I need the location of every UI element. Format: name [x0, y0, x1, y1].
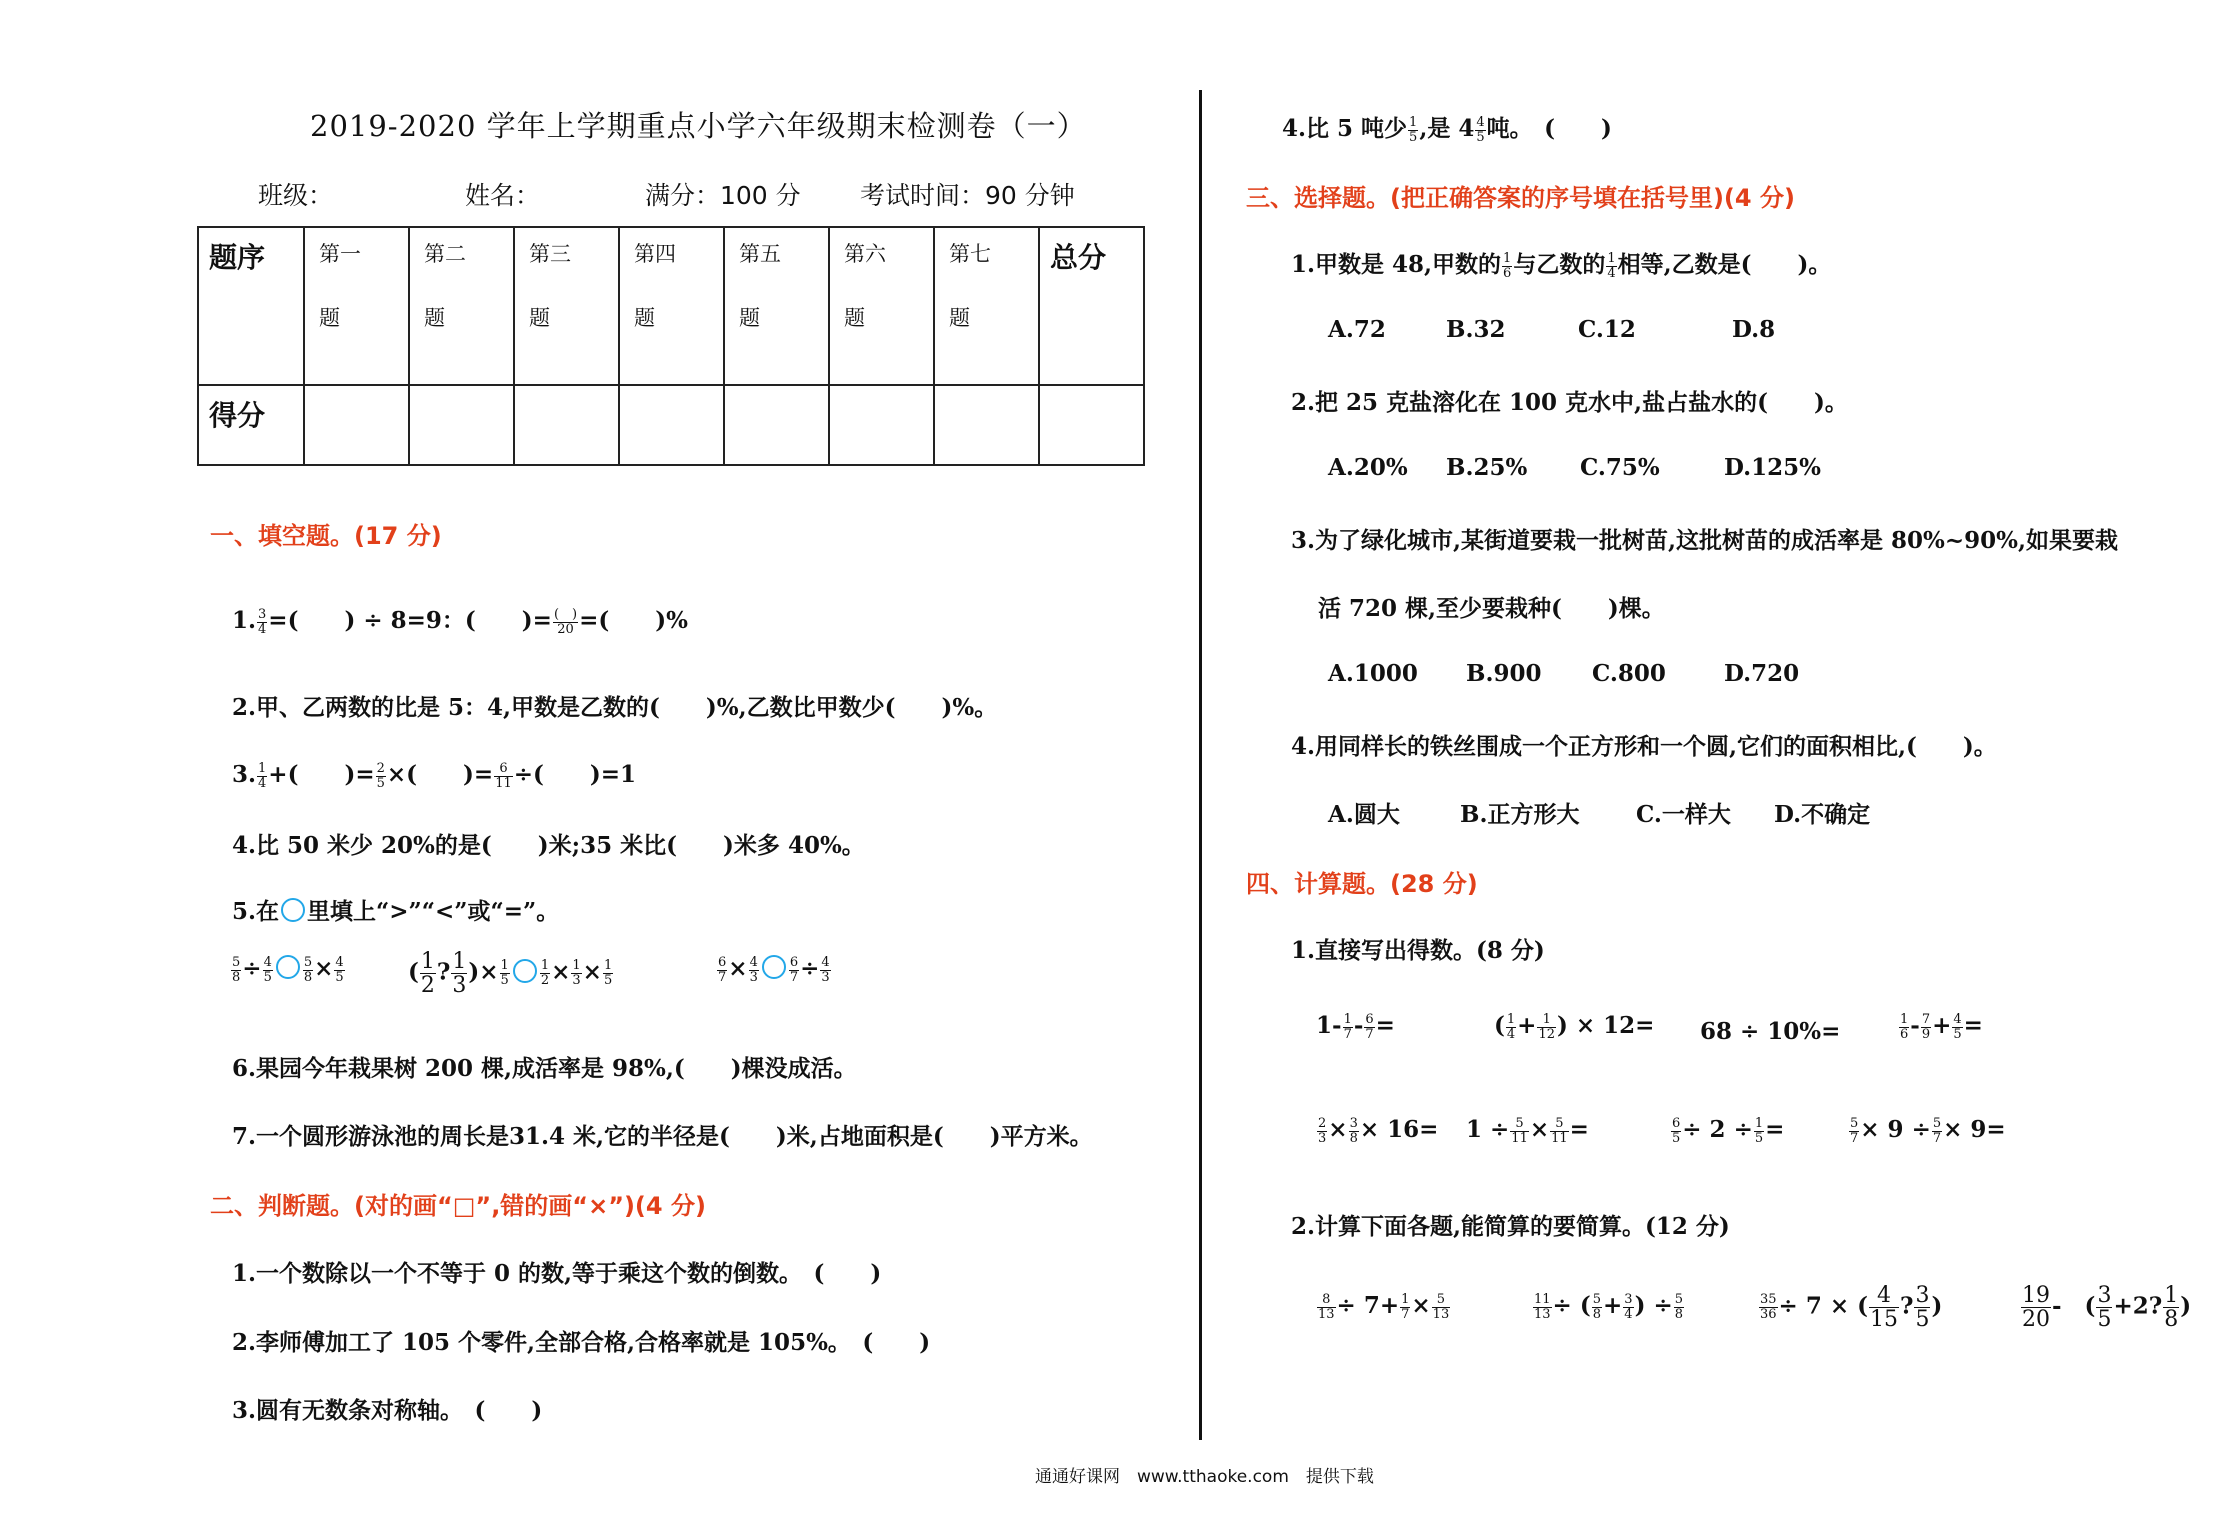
choice-q2: 2.把 25 克盐溶化在 100 克水中,盐占盐水的( )。	[1291, 389, 1848, 416]
choice-q1-option-c[interactable]: C.12	[1578, 316, 1636, 343]
choice-q1-option-b[interactable]: B.32	[1446, 316, 1506, 343]
col-1-top: 第一	[319, 242, 361, 266]
col-5-bottom: 题	[739, 306, 760, 330]
calc-c5: $\frac{2}{3}$ × $\frac{3}{8}$ × 16=	[1318, 1115, 1439, 1146]
calc-e2: $\frac{11}{13}$ ÷ ( $\frac{5}{8}$ + $\frac{3}{4}$ ) ÷ $\frac{5}{8}$	[1534, 1291, 1684, 1322]
choice-q2-option-c[interactable]: C.75%	[1580, 454, 1660, 481]
calc-c1: 1- $\frac{1}{7}$ - $\frac{6}{7}$ =	[1316, 1011, 1395, 1042]
calc-c8: $\frac{5}{7}$ × 9 ÷ $\frac{5}{7}$ × 9=	[1850, 1115, 2006, 1146]
score-cell[interactable]	[304, 385, 409, 465]
score-cell[interactable]	[934, 385, 1039, 465]
score-table-total-label: 总分	[1050, 241, 1107, 274]
choice-q4-option-d[interactable]: D.不确定	[1774, 801, 1871, 828]
choice-q2-option-a[interactable]: A.20%	[1328, 454, 1408, 481]
calc-sub2: 2.计算下面各题,能简算的要简算。(12 分)	[1291, 1213, 1730, 1240]
fill-q5: 5.在 里填上“>”“<”或“=”。	[232, 898, 560, 925]
judge-q2: 2.李师傅加工了 105 个零件,全部合格,合格率就是 105%。 ( )	[232, 1329, 931, 1356]
col-6-bottom: 题	[844, 306, 865, 330]
class-label: 班级：	[258, 181, 334, 210]
judge-q3: 3.圆有无数条对称轴。 ( )	[232, 1397, 543, 1424]
choice-q1: 1.甲数是 48,甲数的 $\frac{1}{6}$ 与乙数的 $\frac{1}{4}$ 相等,乙数是( )。	[1291, 250, 1832, 281]
col-4-top: 第四	[634, 242, 676, 266]
col-2-top: 第二	[424, 242, 466, 266]
choice-q3-option-d[interactable]: D.720	[1724, 660, 1800, 687]
section-1-title: 一、填空题。(17 分)	[210, 522, 442, 550]
score-cell[interactable]	[409, 385, 514, 465]
calc-e1: $\frac{8}{13}$ ÷ 7+ $\frac{1}{7}$ × $\frac{5}{13}$	[1318, 1291, 1450, 1322]
name-label: 姓名：	[465, 181, 541, 210]
score-cell[interactable]	[619, 385, 724, 465]
fill-q6: 6.果园今年栽果树 200 棵,成活率是 98%,( )棵没成活。	[232, 1055, 857, 1082]
fill-q4: 4.比 50 米少 20%的是( )米;35 米比( )米多 40%。	[232, 832, 865, 859]
col-6-top: 第六	[844, 242, 886, 266]
choice-q3-option-b[interactable]: B.900	[1466, 660, 1542, 687]
fill-q1: 1. $\frac{3}{4}$ =( ) ÷ 8=9：( )= $\frac{( )}{20}$ =( )%	[232, 606, 688, 637]
calc-e3: $\frac{35}{36}$ ÷ 7 × ( $\frac{4}{15}$ ? $\frac{3}{5}$ )	[1760, 1283, 1943, 1333]
exam-time: 考试时间：90 分钟	[860, 181, 1075, 210]
col-3-bottom: 题	[529, 306, 550, 330]
col-3-top: 第三	[529, 242, 571, 266]
calc-sub1: 1.直接写出得数。(8 分)	[1291, 937, 1545, 964]
compare-c: $\frac{6}{7}$ × $\frac{4}{3}$ $\frac{6}{7}$ ÷ $\frac{4}{3}$	[718, 954, 830, 985]
compare-circle-icon	[281, 898, 305, 922]
col-7-top: 第七	[949, 242, 991, 266]
choice-q1-option-d[interactable]: D.8	[1732, 316, 1776, 343]
col-7-bottom: 题	[949, 306, 970, 330]
score-table	[197, 226, 1145, 466]
score-table-score-label: 得分	[209, 399, 266, 432]
score-cell[interactable]	[1039, 385, 1144, 465]
column-divider	[1199, 90, 1202, 1440]
judge-q4: 4.比 5 吨少 $\frac{1}{5}$ ,是 4 $\frac{4}{5}$ 吨。 ( )	[1282, 114, 1612, 145]
choice-q2-option-b[interactable]: B.25%	[1446, 454, 1528, 481]
compare-circle-icon[interactable]	[513, 959, 537, 983]
choice-q4-option-c[interactable]: C.一样大	[1636, 801, 1731, 828]
section-4-title: 四、计算题。(28 分)	[1246, 870, 1478, 898]
fill-q2: 2.甲、乙两数的比是 5：4,甲数是乙数的( )%,乙数比甲数少( )%。	[232, 694, 998, 721]
calc-e4: $\frac{19}{20}$ - ( $\frac{3}{5}$ +2? $\frac{1}{8}$ )	[2022, 1283, 2192, 1333]
choice-q3-line2: 活 720 棵,至少要栽种( )棵。	[1318, 595, 1665, 622]
choice-q3-option-a[interactable]: A.1000	[1328, 660, 1418, 687]
compare-circle-icon[interactable]	[762, 955, 786, 979]
col-5-top: 第五	[739, 242, 781, 266]
section-2-title: 二、判断题。(对的画“□”,错的画“×”)(4 分)	[210, 1192, 706, 1220]
choice-q4-option-a[interactable]: A.圆大	[1328, 801, 1400, 828]
footer-source: 通通好课网 www.tthaoke.com 提供下载	[1035, 1467, 1374, 1487]
full-score: 满分：100 分	[645, 181, 801, 210]
compare-circle-icon[interactable]	[276, 955, 300, 979]
calc-c4: $\frac{1}{6}$ - $\frac{7}{9}$ + $\frac{4}{5}$ =	[1900, 1011, 1983, 1042]
fill-q3: 3. $\frac{1}{4}$ +( )= $\frac{2}{5}$ ×( )= $\frac{6}{11}$ ÷( )=1	[232, 760, 637, 791]
score-cell[interactable]	[829, 385, 934, 465]
col-1-bottom: 题	[319, 306, 340, 330]
calc-c3: 68 ÷ 10%=	[1700, 1018, 1841, 1045]
calc-c6: 1 ÷ $\frac{5}{11}$ × $\frac{5}{11}$ =	[1466, 1115, 1589, 1146]
score-cell[interactable]	[724, 385, 829, 465]
score-cell[interactable]	[514, 385, 619, 465]
compare-b: ( $\frac{1}{2}$ ? $\frac{1}{3}$ )× $\frac{1}{5}$ $\frac{1}{2}$ × $\frac{1}{3}$ × $\frac{1}{5}$	[408, 949, 613, 999]
score-table-order-label: 题序	[209, 241, 266, 274]
section-3-title: 三、选择题。(把正确答案的序号填在括号里)(4 分)	[1246, 184, 1795, 212]
fill-q7: 7.一个圆形游泳池的周长是31.4 米,它的半径是( )米,占地面积是( )平方米。	[232, 1123, 1093, 1150]
choice-q4-option-b[interactable]: B.正方形大	[1460, 801, 1580, 828]
choice-q2-option-d[interactable]: D.125%	[1724, 454, 1821, 481]
col-2-bottom: 题	[424, 306, 445, 330]
calc-c2: ( $\frac{1}{4}$ + $\frac{1}{12}$ ) × 12=	[1494, 1011, 1655, 1042]
exam-title: 2019-2020 学年上学期重点小学六年级期末检测卷（一）	[310, 109, 1087, 143]
choice-q3-option-c[interactable]: C.800	[1592, 660, 1666, 687]
calc-c7: $\frac{6}{5}$ ÷ 2 ÷ $\frac{1}{5}$ =	[1672, 1115, 1785, 1146]
compare-a: $\frac{5}{8}$ ÷ $\frac{4}{5}$ $\frac{5}{8}$ × $\frac{4}{5}$	[232, 954, 344, 985]
col-4-bottom: 题	[634, 306, 655, 330]
choice-q4: 4.用同样长的铁丝围成一个正方形和一个圆,它们的面积相比,( )。	[1291, 733, 1997, 760]
choice-q3-line1: 3.为了绿化城市,某街道要栽一批树苗,这批树苗的成活率是 80%~90%,如果要栽	[1291, 527, 2119, 554]
choice-q1-option-a[interactable]: A.72	[1328, 316, 1386, 343]
judge-q1: 1.一个数除以一个不等于 0 的数,等于乘这个数的倒数。 ( )	[232, 1260, 882, 1287]
